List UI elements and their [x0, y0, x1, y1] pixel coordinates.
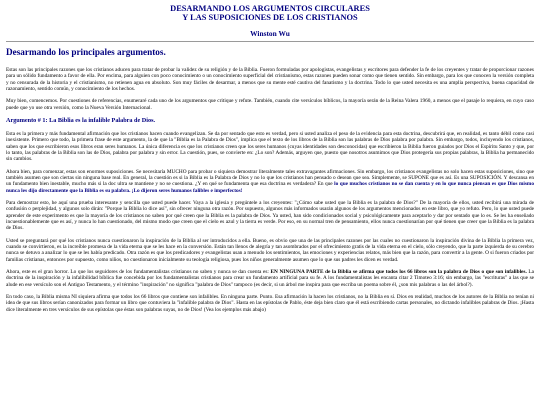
argument-1-heading: Argumento # 1: La Biblia es la infalible Palabra de Dios.: [6, 116, 156, 124]
argument-1-paragraph-1: Esta es la primera y más fundamental afirmación que los cristianos hacen cuando evangelizan. Se da por sentado que esto es verdad, pero si usted analiza el peso de la evidencia para esta doctrina, descubrirá que, en realidad, es tanto débil como casi inexistente. Primero que todo, la primera frase de este argumento, la de que la "Biblia es la Palabra de Dios", implica que el texto de los libros de la Biblia son las palabras de Dios palabra por palabra. Sin embargo, todos, incluyendo los cristianos, saben que los que escribieron esos libros eran seres humanos. La única diferencia es que los cristianos creen que los seres humanos (cuyas identidades son desconocidas) que escribieron la Biblia fueron guiados por Dios el Espíritu Santo y que, por lo tanto, las palabras de la Biblia son las de Dios, palabra por palabra y sin error. La cuestión, pues, se convierte en: ¿Lo son? Además, arguyen que, puesto que nosotros asumimos que Dios protegería sus propias palabras, la Biblia ha permanecido sin cambios.: [6, 130, 534, 163]
intro-paragraph: Estas son las principales razones que los cristianos aducen para tratar de probar la validez de su religión y de la Biblia. Fueron formuladas por apologistas, evangelistas y escritores para defender la fe de los creyentes y tratar de proporcionar razones para un sólido fundamento a favor de ella. Por encima, para alguien con poco conocimiento o un conocimiento superficial del cristianismo, estas razones pueden sonar como que tienen sentido. Sin embargo, para los que conocen la versión completa y no censurada de la historia y el cristianismo, no retienen agua en absoluto. Son muy fáciles de desarmar, a menos que su mente esté cautiva del fanatismo y la doctrina. Todo lo que usted necesita es una amplia perspectiva, buena capacidad de razonamiento, sentido común, y conocimiento de los hechos.: [6, 66, 534, 92]
argument-1-paragraph-4: Usted se preguntará por qué los cristianos nunca cuestionaron la inspiración de la Biblia al ser introducidos a ella. Bueno, es obvio que una de las principales razones por las cuales no cuestionaron la inspiración divina de la Biblia la primera vez, cuando se convirtieron, es la increíble promesa de la vida eterna que se les hace en la conversión. Están tan llenos de alegría y tan asombrados por el ofrecimiento gratis de la vida eterna en el cielo, sólo creyendo, que la parte izquierda de su cerebro nunca se detuvo a analizar lo que se les había predicado. Otra razón es que los predicadores y evangelistas usan a menudo los sentimientos, las emociones y experiencias relatos, más bien que la razón, para convertir a la gente. O si fueron criados por familias cristianas, entonces por supuesto, como niños, no cuestionaron inicialmente su teología religiosa, pues los niños generalmente asumen que lo que sus padres les dicen es verdad.: [6, 237, 534, 263]
paragraph-text: La doctrina de la inspiración y la infalibilidad bíblica fue concebida por los fundamentalistas cristianos para crear un fundamento artificial para su fe. A los fundamentalistas les encanta citar 2 Timoteo 3:16; sin embargo, las "escrituras" a las que se alude en ese versículo son el Antiguo Testamento, y el término "inspiración" no significa "palabra de Dios" tampoco (es decir, si un árbol me inspira para que escriba un poema sobre él, ¿son mis palabras o las del árbol?).: [6, 269, 534, 288]
argument-1-paragraph-6: En todo caso, la Biblia misma NI siquiera afirma que todos los 66 libros que contiene son infalibles. En ninguna parte. Punto. Esa afirmación la hacen los cristianos, no la Biblia en sí. Dios en realidad, muchos de los autores de la Biblia no tenían ni idea de que sus libros serían canonizados para formar un libro que contuviera la "infalible palabra de Dios". Hasta en las epístolas de Pablo, éste deja bien claro que él está escribiendo cartas personales, no dictando infalibles palabras de Dios. ¡Hasta dice literalmente en tres versículos de sus epístolas que éstas son palabras suyas, no de Dios! (Vea los ejemplos más abajo): [6, 294, 534, 313]
argument-1-paragraph-5: [6, 269, 534, 288]
emphasized-statement: lo que muchos cristianos no se dan cuenta y en lo que nunca piensan es que Dios mismo nunca les dijo directamente que la Biblia es su palabra. ¡Lo dijeron seres humanos falibles e imperfectos!: [6, 181, 534, 194]
author-name: Winston Wu: [250, 28, 290, 38]
document-title: [6, 4, 534, 23]
paragraph-text: Ahora, este es el gran horror. Lo que los seguidores de los fundamentalistas cristianos no saben y nunca se dan cuenta es:: [6, 269, 271, 276]
argument-1-paragraph-2: [6, 169, 534, 194]
title-line-2: Y LAS SUPOSICIONES DE LOS CRISTIANOS: [182, 13, 358, 23]
reference-paragraph: Muy bien, comencemos. Por cuestiones de referencias, enumeraré cada uno de los argumentos que critique y refute. También, cuando cite versículos bíblicos, la mayoría serán de la Reina Valera 1960, a menos que el pasaje lo requiera, en cuyo caso puede que yo use otra versión, como la Nueva Versión Internacional.: [6, 98, 534, 111]
argument-1-paragraph-3: Para demostrar esto, he aquí una prueba interesante y sencilla que usted puede hacer. Vaya a la iglesia y pregúntele a los creyentes: "¿Cómo sabe usted que la Biblia es la palabra de Dios?" De la mayoría de ellos, usted recibirá una mirada de confusión o perplejidad, y algunos solo dirán: "Porque la Biblia lo dice así", sin ofrecer ninguna otra razón. Por supuesto, algunos más informados usarán algunos de los argumentos mencionados en este libro, que yo refuto. Pero, lo que usted puede aprender de este experimento es que la mayoría de los cristianos no saben por qué creen que la Biblia es la palabra de Dios. Ya usted, han sido condicionados social y psicológicamente para aceptarlo y dar por sentado que lo es. Se les ha enseñado incuestionablemente que es así, y nunca lo han cuestionado, del mismo modo que creen que el cielo es azul y la tierra es verde. Por eso, en su normal tren de pensamiento, ellos nunca cuestionarían por qué tienen que creer que la Biblia es la palabra de Dios.: [6, 199, 534, 232]
bold-statement: EN NINGUNA PARTE de la Biblia se afirma que todos los 66 libros son la palabra de Dios o que son infalibles.: [270, 269, 527, 276]
paragraph-text: Ahora bien, para comenzar, estas son enormes suposiciones. Se necesitaría MUCHO para probar o siquiera demostrar literalmente tales extravagantes afirmaciones. Sin embargo, los cristianos evangelistas no solo hacen estas suposiciones, sino que también asumen que son ciertas sin ninguna base real. En general, la cuestión es si la Biblia es la Palabra de Dios y no lo que los cristianos han pensado o desean que sea. Simplemente, se SUPONE que es así. Es una SUPOSICIÓN. Y descansa en un fundamento bien inestable, mucho más si la doc ultra se mantiene y no se cuestiona. ¿Y en qué se fundamenta que esa doctrina es verdadera? En que: [6, 168, 534, 188]
header-divider: [6, 41, 534, 42]
section-heading: Desarmando los principales argumentos.: [6, 46, 166, 57]
title-line-1: DESARMANDO LOS ARGUMENTOS CIRCULARES: [170, 4, 370, 13]
